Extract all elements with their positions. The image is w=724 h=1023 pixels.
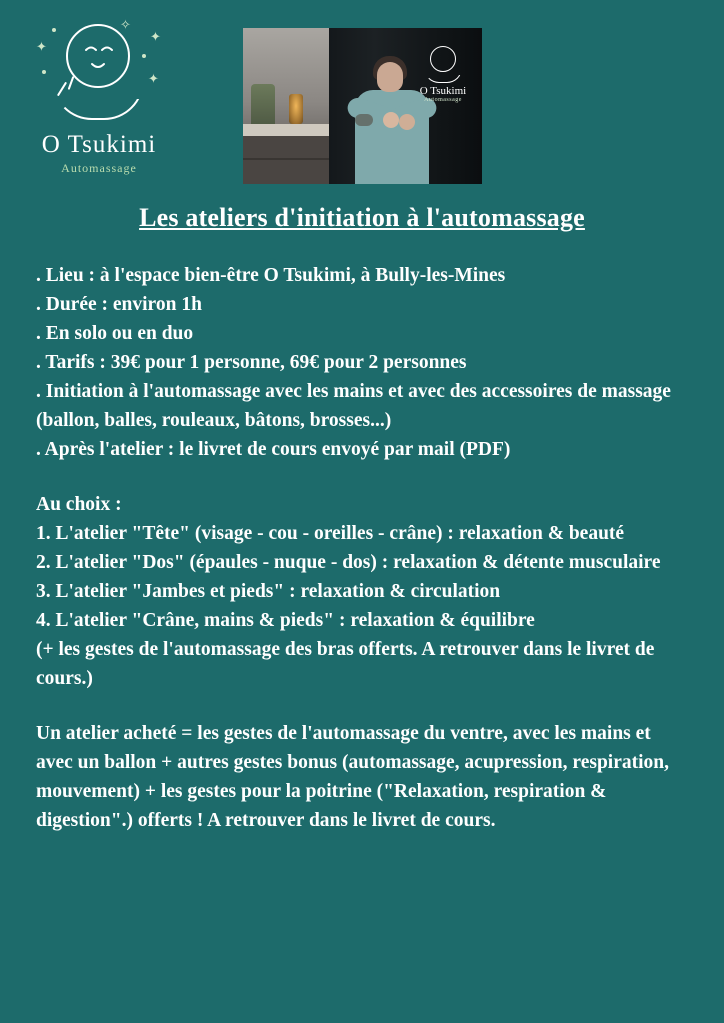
flyer-body bbox=[0, 233, 724, 835]
photo-person-tattoo bbox=[355, 114, 373, 126]
detail-line: . Lieu : à l'espace bien-être O Tsukimi, à Bully-les-Mines bbox=[36, 265, 506, 286]
photo-logo-name: O Tsukimi bbox=[419, 85, 467, 97]
photo-watermark-logo bbox=[414, 46, 472, 103]
choice-item: 1. L'atelier "Tête" (visage - cou - oreilles - crâne) : relaxation & beauté bbox=[36, 523, 625, 544]
choice-heading: Au choix : bbox=[36, 494, 122, 515]
photo-cabinet bbox=[243, 136, 329, 184]
choice-item: 3. L'atelier "Jambes et pieds" : relaxation & circulation bbox=[36, 581, 501, 602]
sparkle-icon: ✧ bbox=[120, 17, 131, 32]
choice-item: 2. L'atelier "Dos" (épaules - nuque - dos) : relaxation & détente musculaire bbox=[36, 552, 661, 573]
spacer bbox=[36, 693, 690, 719]
leaf-dot bbox=[142, 54, 146, 58]
brand-name: O Tsukimi bbox=[41, 131, 157, 158]
photo-person-left-hand bbox=[383, 112, 399, 128]
moon-face-in-hand-icon bbox=[24, 14, 174, 129]
brand-tagline: Automassage bbox=[61, 161, 137, 175]
page-title: Les ateliers d'initiation à l'automassage bbox=[139, 203, 585, 232]
photo-counter bbox=[243, 124, 329, 136]
leaf-dot bbox=[42, 70, 46, 74]
sparkle-icon: ✦ bbox=[150, 29, 161, 44]
photo-logo-tagline: Automassage bbox=[424, 97, 462, 103]
photo-plant bbox=[251, 84, 275, 126]
flyer-header bbox=[0, 0, 724, 195]
detail-line: . En solo ou en duo bbox=[36, 323, 194, 344]
workshop-video-thumbnail[interactable] bbox=[243, 28, 482, 184]
sparkle-icon: ✦ bbox=[36, 39, 47, 54]
moon-face-lines-icon bbox=[66, 24, 130, 88]
detail-line: . Initiation à l'automassage avec les mains et avec des accessoires de massage (ballon, balles, rouleaux, bâtons, brosses...) bbox=[36, 381, 671, 431]
choice-item-note: (+ les gestes de l'automassage des bras offerts. A retrouver dans le livret de cours.) bbox=[36, 639, 655, 689]
detail-line: . Tarifs : 39€ pour 1 personne, 69€ pour 2 personnes bbox=[36, 352, 467, 373]
sparkle-icon: ✦ bbox=[148, 71, 159, 86]
detail-line: . Durée : environ 1h bbox=[36, 294, 202, 315]
spacer bbox=[36, 464, 690, 490]
detail-line: . Après l'atelier : le livret de cours envoyé par mail (PDF) bbox=[36, 439, 511, 460]
bonus-paragraph: Un atelier acheté = les gestes de l'automassage du ventre, avec les mains et avec un ballon + autres gestes bonus (automassage, acupression, respiration, mouvement) + les gestes pour la poitrine ("Relaxation, respiration & digestion".) offerts ! A retrouver dans le livret de cours. bbox=[36, 723, 669, 831]
brand-logo bbox=[24, 14, 174, 184]
photo-lamp bbox=[289, 94, 303, 124]
choice-item: 4. L'atelier "Crâne, mains & pieds" : relaxation & équilibre bbox=[36, 610, 535, 631]
leaf-dot bbox=[52, 28, 56, 32]
hand-arc-shape bbox=[424, 68, 462, 83]
photo-person-head bbox=[377, 62, 403, 92]
hand-arc-shape bbox=[52, 80, 144, 120]
photo-person-right-hand bbox=[399, 114, 415, 130]
